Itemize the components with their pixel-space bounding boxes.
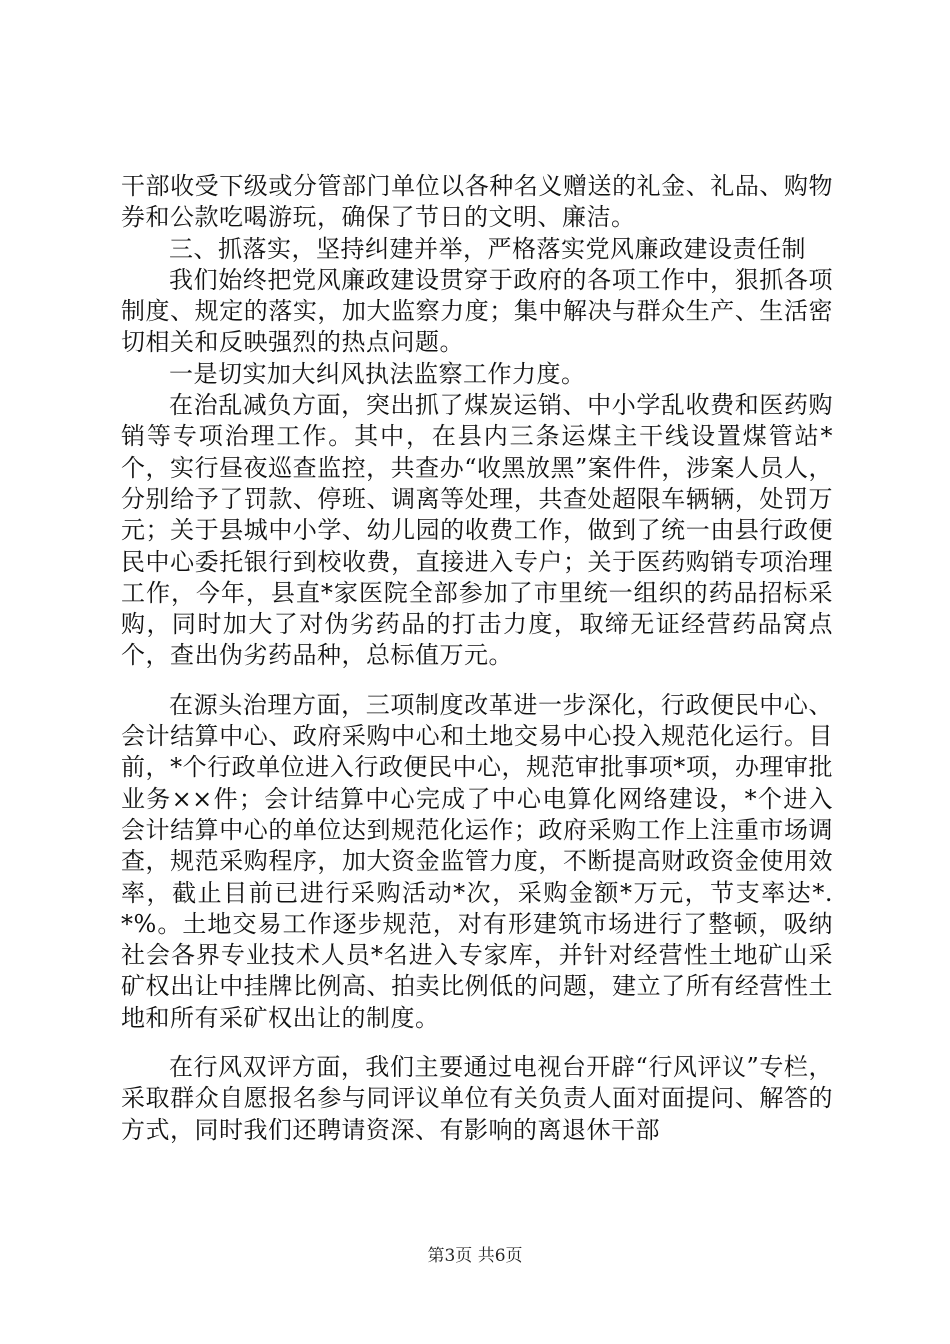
paragraph-source-control: 在源头治理方面，三项制度改革进一步深化，行政便民中心、会计结算中心、政府采购中心和土地交易中心投入规范化运行。目前，*个行政单位进入行政便民中心，规范审批事项*项，办理审批业务××件；会计结算中心完成了中心电算化网络建设，*个进入会计结算中心的单位达到规范化运作；政府采购工作上注重市场调查，规范采购程序，加大资金监管力度，不断提高财政资金使用效率，截止目前已进行采购活动*次，采购金额*万元，节支率达*.*%。土地交易工作逐步规范，对有形建筑市场进行了整顿，吸纳社会各界专业技术人员*名进入专家库，并针对经营性土地矿山采矿权出让中挂牌比例高、拍卖比例低的问题，建立了所有经营性土地和所有采矿权出让的制度。 [121, 690, 833, 1032]
paragraph-governance: 在治乱减负方面，突出抓了煤炭运销、中小学乱收费和医药购销等专项治理工作。其中，在县内三条运煤主干线设置煤管站*个，实行昼夜巡查监控，共查办“收黑放黑”案件件，涉案人员人，分别给予了罚款、停班、调离等处理，共查处超限车辆辆，处罚万元；关于县城中小学、幼儿园的收费工作，做到了统一由县行政便民中心委托银行到校收费，直接进入专户；关于医药购销专项治理工作，今年，县直*家医院全部参加了市里统一组织的药品招标采购，同时加大了对伪劣药品的打击力度，取缔无证经营药品窝点个，查出伪劣药品种，总标值万元。 [121, 391, 833, 670]
paragraph-conduct-review: 在行风双评方面，我们主要通过电视台开辟“行风评议”专栏，采取群众自愿报名参与同评议单位有关负责人面对面提问、解答的方式，同时我们还聘请资深、有影响的离退休干部 [121, 1053, 833, 1144]
document-body [121, 171, 833, 1146]
paragraph-continuation: 干部收受下级或分管部门单位以各种名义赠送的礼金、礼品、购物券和公款吃喝游玩，确保了节日的文明、廉洁。 [121, 172, 833, 232]
section-heading: 三、抓落实，坚持纠建并举，严格落实党风廉政建设责任制 [169, 234, 806, 263]
paragraph-intro: 我们始终把党风廉政建设贯穿于政府的各项工作中，狠抓各项制度、规定的落实，加大监察力度；集中解决与群众生产、生活密切相关和反映强烈的热点问题。 [121, 265, 833, 357]
page-footer: 第3页 共6页 [427, 1246, 523, 1266]
subsection-heading: 一是切实加大纠风执法监察工作力度。 [169, 359, 586, 388]
